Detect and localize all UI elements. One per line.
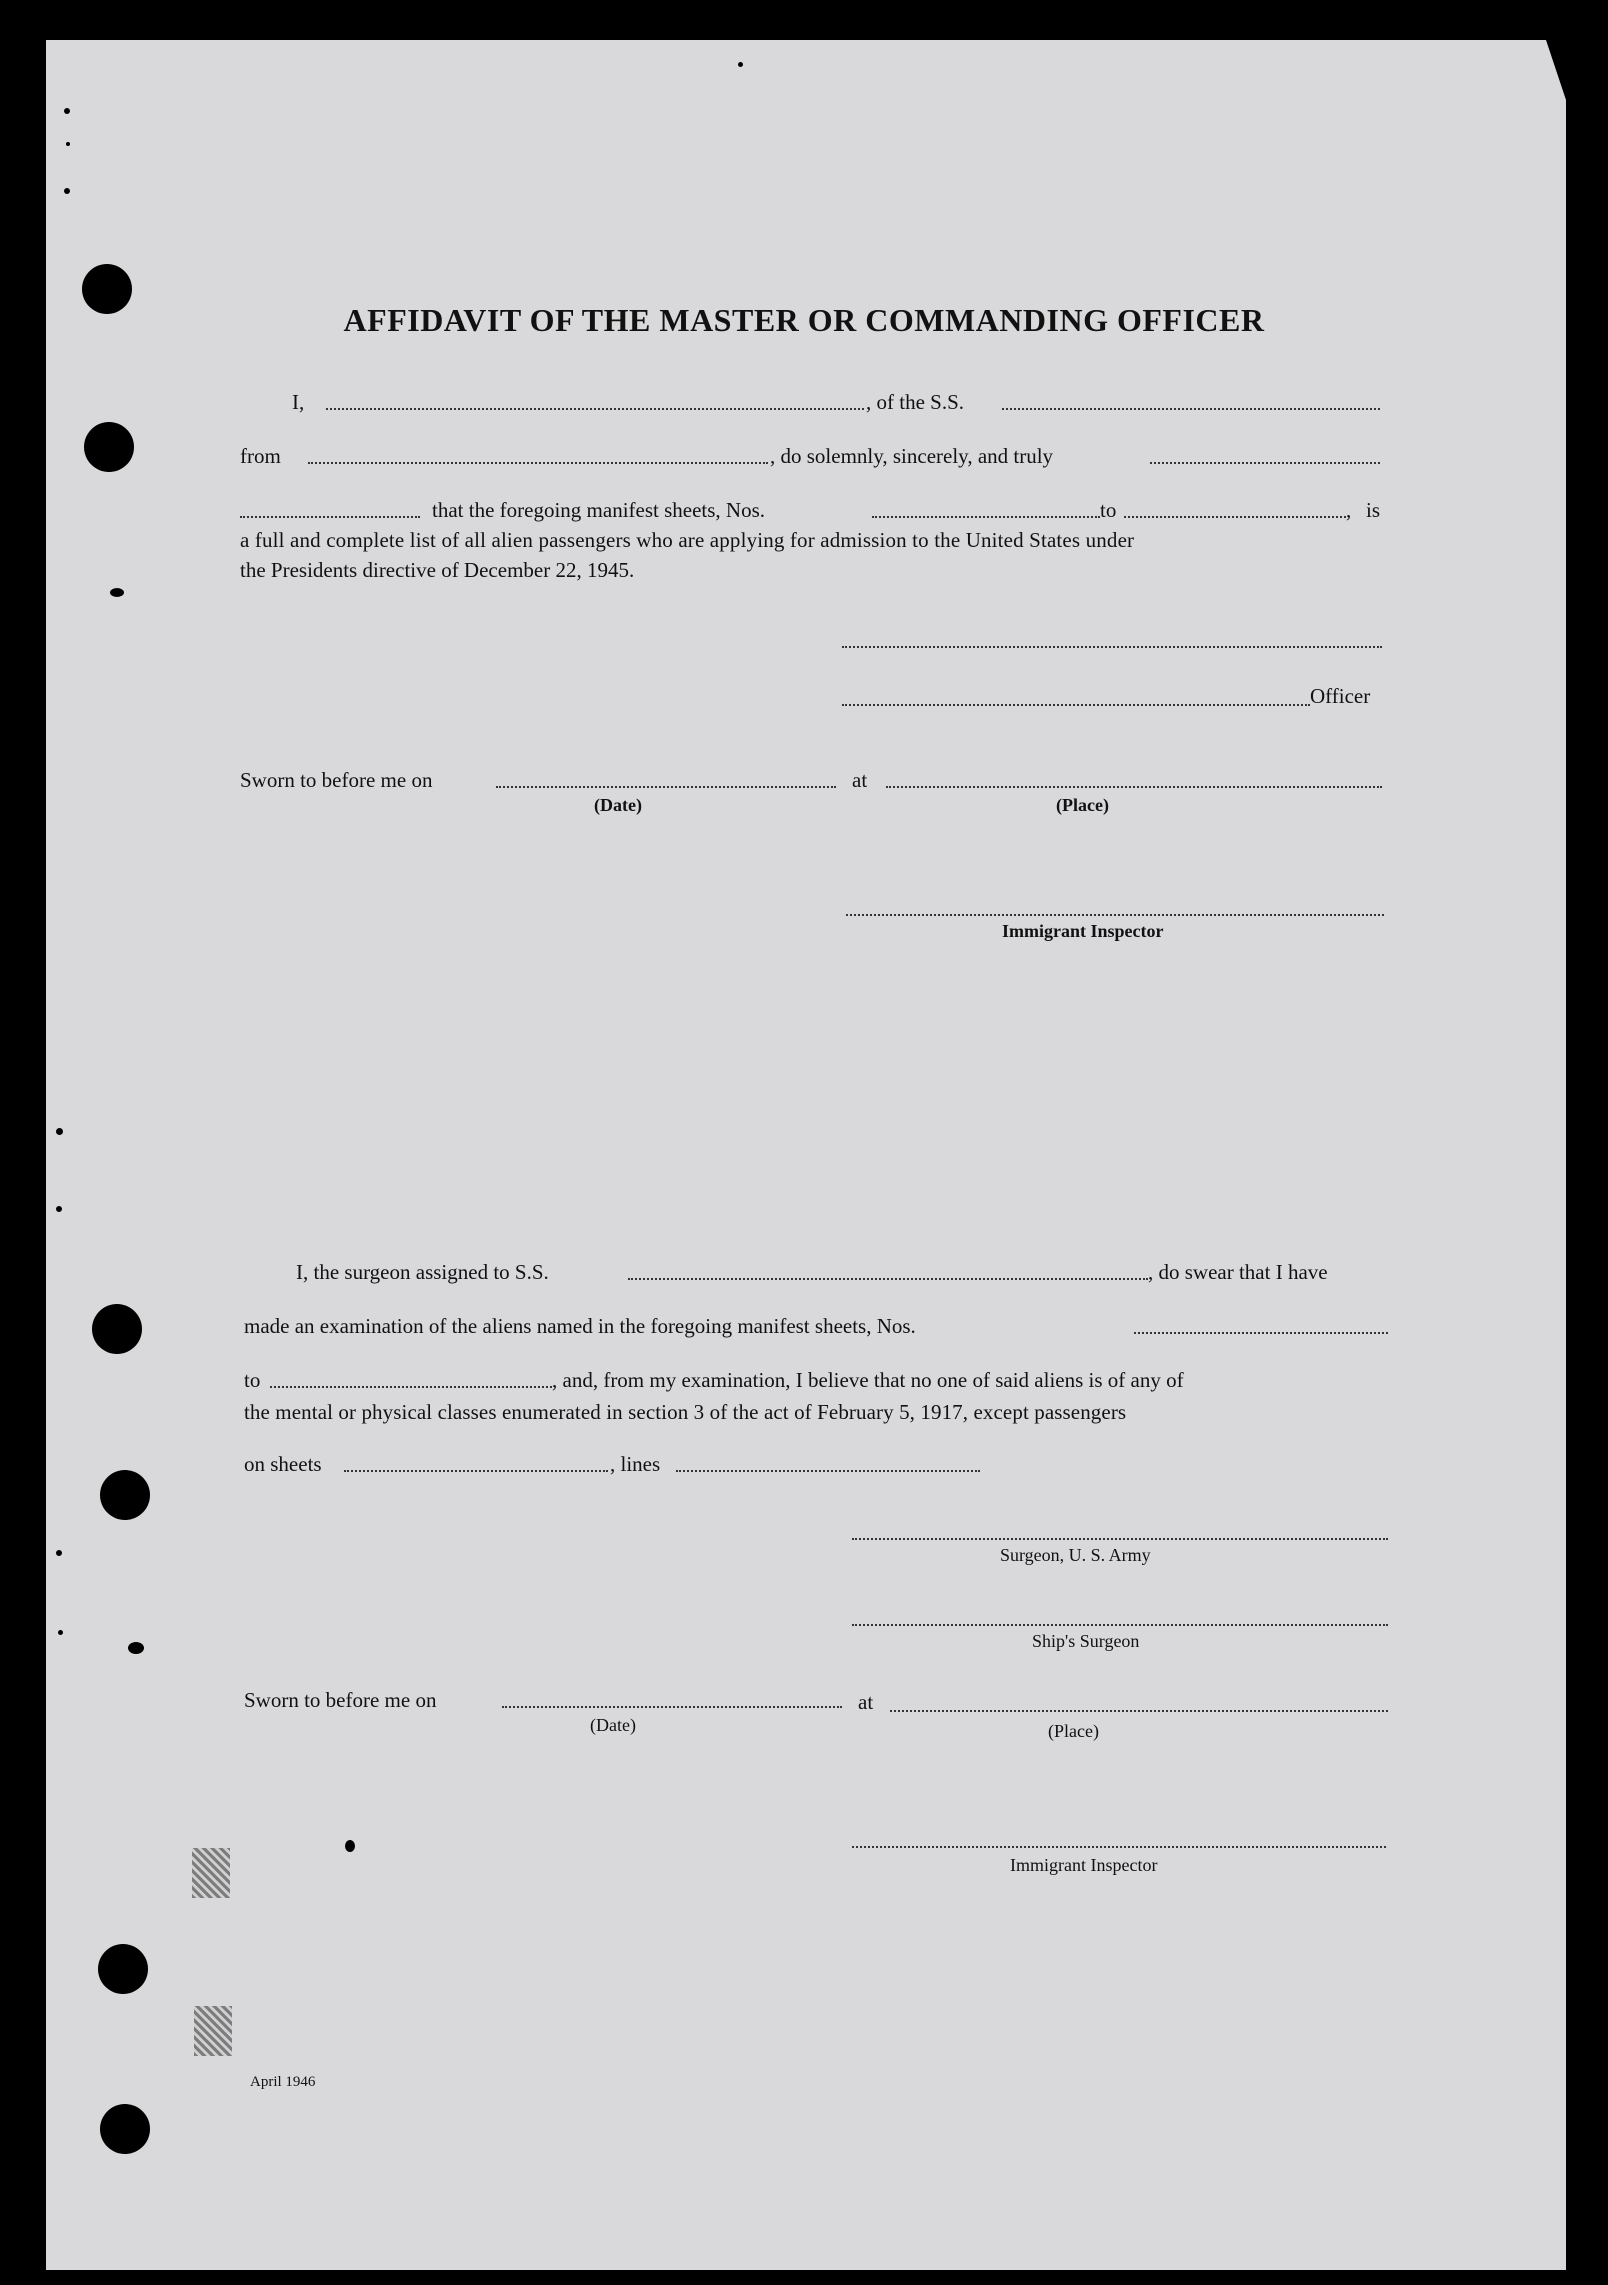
surgeon-ship-field[interactable]	[628, 1278, 1148, 1280]
ink-stamp-mark	[192, 1848, 230, 1898]
form-title: AFFIDAVIT OF THE MASTER OR COMMANDING OFFICER	[343, 302, 1265, 338]
master-signature-field[interactable]	[842, 646, 1382, 648]
margin-speck	[56, 1128, 63, 1135]
punch-hole	[92, 1304, 142, 1354]
master-sworn-date-field[interactable]	[496, 786, 836, 788]
margin-speck	[64, 188, 70, 194]
punch-hole	[98, 1944, 148, 1994]
surgeon-sworn-label: Sworn to before me on	[244, 1688, 437, 1712]
surgeon-line-1: I, the surgeon assigned to S.S.	[296, 1260, 549, 1284]
master-place-caption: (Place)	[1056, 795, 1109, 815]
surgeon-sheets-field[interactable]	[344, 1470, 608, 1472]
form-revision-date: April 1946	[250, 2074, 316, 2090]
surgeon-line-4: the mental or physical classes enumerated in section 3 of the act of February 5, 1917, except passengers	[244, 1400, 1127, 1424]
surgeon-sworn-place-field[interactable]	[890, 1710, 1388, 1712]
surgeon-lines-field[interactable]	[676, 1470, 980, 1472]
surgeon-lines: , lines	[610, 1452, 661, 1476]
form-page	[46, 40, 1566, 2270]
margin-speck	[56, 1206, 62, 1212]
surgeon-date-caption: (Date)	[590, 1715, 636, 1735]
master-ship-field[interactable]	[1002, 408, 1380, 410]
ship-surgeon-signature-field[interactable]	[852, 1624, 1388, 1626]
margin-speck	[64, 108, 70, 114]
army-surgeon-caption: Surgeon, U. S. Army	[1000, 1545, 1151, 1565]
margin-speck	[110, 588, 124, 597]
master-statement-line-2: the Presidents directive of December 22, 1945.	[240, 558, 635, 582]
punch-hole	[100, 1470, 150, 1520]
master-date-caption: (Date)	[594, 795, 642, 815]
master-manifest-nos: that the foregoing manifest sheets, Nos.	[432, 498, 766, 522]
margin-speck	[56, 1550, 62, 1556]
master-sworn-label: Sworn to before me on	[240, 768, 433, 792]
master-from-field[interactable]	[308, 462, 768, 464]
margin-speck	[128, 1642, 144, 1654]
surgeon-sheets: on sheets	[244, 1452, 322, 1476]
surgeon-nos-field[interactable]	[1134, 1332, 1388, 1334]
ink-stamp-mark	[194, 2006, 232, 2056]
officer-label: Officer	[1310, 684, 1371, 708]
master-from: from	[240, 444, 281, 468]
margin-speck	[58, 1630, 63, 1635]
surgeon-place-caption: (Place)	[1048, 1721, 1099, 1741]
margin-speck	[66, 142, 70, 146]
officer-signature-field[interactable]	[842, 704, 1310, 706]
master-swear-field[interactable]	[1150, 462, 1380, 464]
master-inspector-caption: Immigrant Inspector	[1002, 921, 1164, 941]
punch-hole	[84, 422, 134, 472]
master-oath-field[interactable]	[240, 516, 420, 518]
surgeon-nos-to-field[interactable]	[270, 1386, 552, 1388]
master-is: is	[1366, 498, 1381, 522]
master-to: to	[1100, 498, 1117, 522]
master-name-field[interactable]	[326, 408, 864, 410]
master-nos-from-field[interactable]	[872, 516, 1100, 518]
ship-surgeon-caption: Ship's Surgeon	[1032, 1631, 1140, 1651]
master-of-ss: , of the S.S.	[866, 390, 965, 414]
master-inspector-signature-field[interactable]	[846, 914, 1384, 916]
surgeon-swear: , do swear that I have	[1148, 1260, 1328, 1284]
surgeon-inspector-caption: Immigrant Inspector	[1010, 1855, 1158, 1875]
surgeon-inspector-signature-field[interactable]	[852, 1846, 1386, 1848]
master-comma: ,	[1346, 498, 1352, 522]
master-i: I,	[292, 390, 305, 414]
master-sworn-place-field[interactable]	[886, 786, 1382, 788]
master-statement-line-1: a full and complete list of all alien passengers who are applying for admission to the United States under	[240, 528, 1135, 552]
surgeon-to: to	[244, 1368, 261, 1392]
margin-speck	[738, 62, 743, 67]
punch-hole	[100, 2104, 150, 2154]
surgeon-line-2: made an examination of the aliens named in the foregoing manifest sheets, Nos.	[244, 1314, 916, 1338]
master-nos-to-field[interactable]	[1124, 516, 1346, 518]
surgeon-at-label: at	[858, 1690, 874, 1714]
surgeon-sworn-date-field[interactable]	[502, 1706, 842, 1708]
army-surgeon-signature-field[interactable]	[852, 1538, 1388, 1540]
surgeon-line-3: , and, from my examination, I believe that no one of said aliens is of any of	[552, 1368, 1184, 1392]
master-at-label: at	[852, 768, 868, 792]
margin-speck	[345, 1840, 355, 1852]
master-solemnly: , do solemnly, sincerely, and truly	[770, 444, 1054, 468]
